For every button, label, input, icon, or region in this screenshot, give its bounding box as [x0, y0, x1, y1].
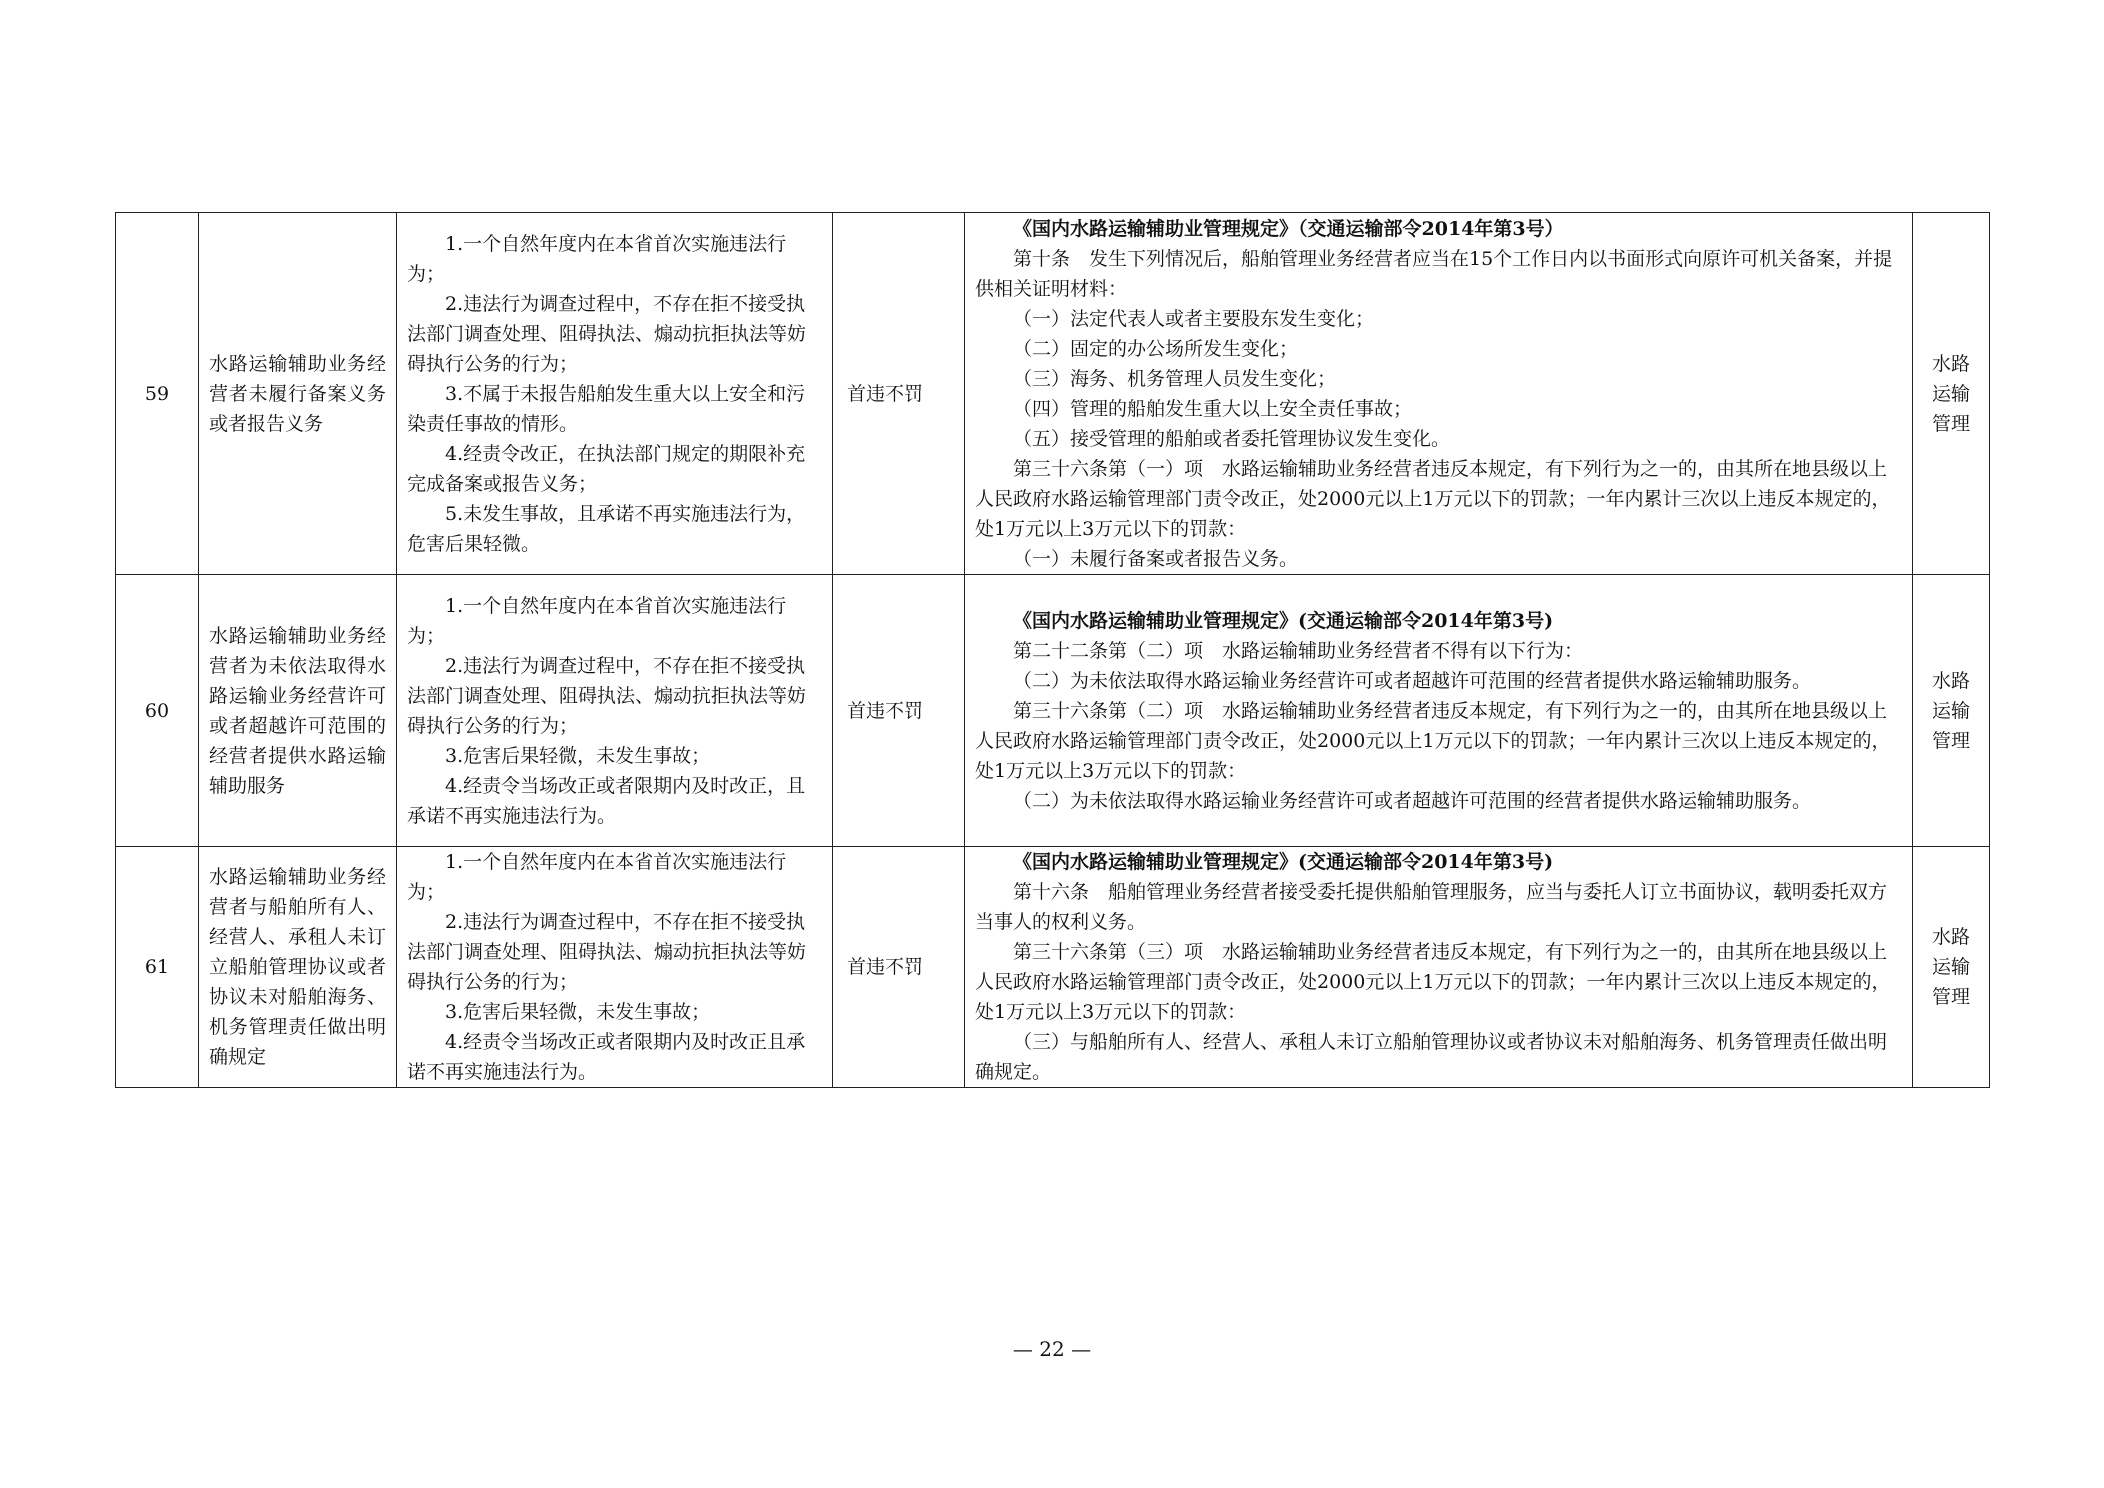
page-number: — 22 —: [1012, 1337, 1092, 1361]
basis-line: （二）为未依法取得水路运输业务经营许可或者超越许可范围的经营者提供水路运输辅助服务。: [1013, 789, 1812, 812]
condition-line: 3.危害后果轻微，未发生事故；: [445, 744, 711, 767]
department: 水路运输管理: [1913, 847, 1990, 1088]
penalty-table: [115, 212, 1990, 1088]
condition-line: 3.危害后果轻微，未发生事故；: [445, 1001, 711, 1023]
law-title: 《国内水路运输辅助业管理规定》(交通运输部令2014年第3号): [1013, 851, 1554, 873]
basis-line: （二）为未依法取得水路运输业务经营许可或者超越许可范围的经营者提供水路运输辅助服务。: [1013, 669, 1812, 692]
basis-line: 第二十二条第（二）项 水路运输辅助业务经营者不得有以下行为：: [1013, 639, 1584, 662]
law-title: 《国内水路运输辅助业管理规定》(交通运输部令2014年第3号): [1013, 609, 1554, 632]
condition-line: 4.经责令当场改正或者限期内及时改正，且承诺不再实施违法行为。: [407, 774, 806, 827]
condition-line: 1.一个自然年度内在本省首次实施违法行为；: [407, 594, 787, 647]
table-row: [116, 213, 1990, 575]
violation-item: 水路运输辅助业务经营者与船舶所有人、经营人、承租人未订立船舶管理协议或者协议未对船舶海务、机务管理责任做出明确规定: [199, 847, 397, 1088]
basis-line: （三）海务、机务管理人员发生变化；: [1013, 367, 1337, 390]
basis-line: 第三十六条第（二）项 水路运输辅助业务经营者违反本规定，有下列行为之一的，由其所在地县级以上人民政府水路运输管理部门责令改正，处2000元以上1万元以下的罚款；一年内累计三次以上违反本规定的，处1万元以上3万元以下的罚款：: [975, 699, 1891, 782]
basis-line: （三）与船舶所有人、经营人、承租人未订立船舶管理协议或者协议未对船舶海务、机务管理责任做出明确规定。: [975, 1031, 1888, 1083]
department: 水路运输管理: [1913, 575, 1990, 847]
condition-line: 4.经责令改正，在执法部门规定的期限补充完成备案或报告义务；: [407, 442, 806, 495]
penalty-type: 首违不罚: [833, 213, 965, 575]
condition-line: 5.未发生事故，且承诺不再实施违法行为，危害后果轻微。: [407, 502, 806, 555]
condition-line: 4.经责令当场改正或者限期内及时改正且承诺不再实施违法行为。: [407, 1031, 806, 1083]
condition-line: 3.不属于未报告船舶发生重大以上安全和污染责任事故的情形。: [407, 382, 806, 435]
basis-line: （一）未履行备案或者报告义务。: [1013, 547, 1299, 570]
basis-line: （五）接受管理的船舶或者委托管理协议发生变化。: [1013, 427, 1451, 450]
penalty-type: 首违不罚: [833, 847, 965, 1088]
basis-line: （二）固定的办公场所发生变化；: [1013, 337, 1299, 360]
legal-basis-cell: [965, 847, 1913, 1088]
law-title: 《国内水路运输辅助业管理规定》（交通运输部令2014年第3号）: [1013, 217, 1564, 240]
basis-line: 第十六条 船舶管理业务经营者接受委托提供船舶管理服务，应当与委托人订立书面协议，载明委托双方当事人的权利义务。: [975, 881, 1888, 933]
legal-basis-cell: [965, 575, 1913, 847]
condition-line: 2.违法行为调查过程中，不存在拒不接受执法部门调查处理、阻碍执法、煽动抗拒执法等妨碍执行公务的行为；: [407, 654, 807, 737]
condition-line: 1.一个自然年度内在本省首次实施违法行为；: [407, 851, 787, 903]
basis-line: （四）管理的船舶发生重大以上安全责任事故；: [1013, 397, 1413, 420]
condition-line: 2.违法行为调查过程中，不存在拒不接受执法部门调查处理、阻碍执法、煽动抗拒执法等妨碍执行公务的行为；: [407, 292, 807, 375]
row-number: 60: [116, 575, 199, 847]
legal-basis-cell: [965, 213, 1913, 575]
basis-line: 第三十六条第（一）项 水路运输辅助业务经营者违反本规定，有下列行为之一的，由其所在地县级以上人民政府水路运输管理部门责令改正，处2000元以上1万元以下的罚款；一年内累计三次以上违反本规定的，处1万元以上3万元以下的罚款：: [975, 457, 1891, 540]
condition-line: 1.一个自然年度内在本省首次实施违法行为；: [407, 232, 787, 285]
conditions-cell: [397, 213, 833, 575]
table-row: [116, 847, 1990, 1088]
conditions-cell: [397, 575, 833, 847]
conditions-cell: [397, 847, 833, 1088]
row-number: 61: [116, 847, 199, 1088]
department: 水路运输管理: [1913, 213, 1990, 575]
table-row: [116, 575, 1990, 847]
basis-line: 第十条 发生下列情况后，船舶管理业务经营者应当在15个工作日内以书面形式向原许可机关备案，并提供相关证明材料：: [975, 247, 1893, 300]
basis-line: （一）法定代表人或者主要股东发生变化；: [1013, 307, 1375, 330]
row-number: 59: [116, 213, 199, 575]
penalty-type: 首违不罚: [833, 575, 965, 847]
basis-line: 第三十六条第（三）项 水路运输辅助业务经营者违反本规定，有下列行为之一的，由其所在地县级以上人民政府水路运输管理部门责令改正，处2000元以上1万元以下的罚款；一年内累计三次以上违反本规定的，处1万元以上3万元以下的罚款：: [975, 941, 1891, 1023]
violation-item: 水路运输辅助业务经营者为未依法取得水路运输业务经营许可或者超越许可范围的经营者提供水路运输辅助服务: [199, 575, 397, 847]
condition-line: 2.违法行为调查过程中，不存在拒不接受执法部门调查处理、阻碍执法、煽动抗拒执法等妨碍执行公务的行为；: [407, 911, 807, 993]
violation-item: 水路运输辅助业务经营者未履行备案义务或者报告义务: [199, 213, 397, 575]
